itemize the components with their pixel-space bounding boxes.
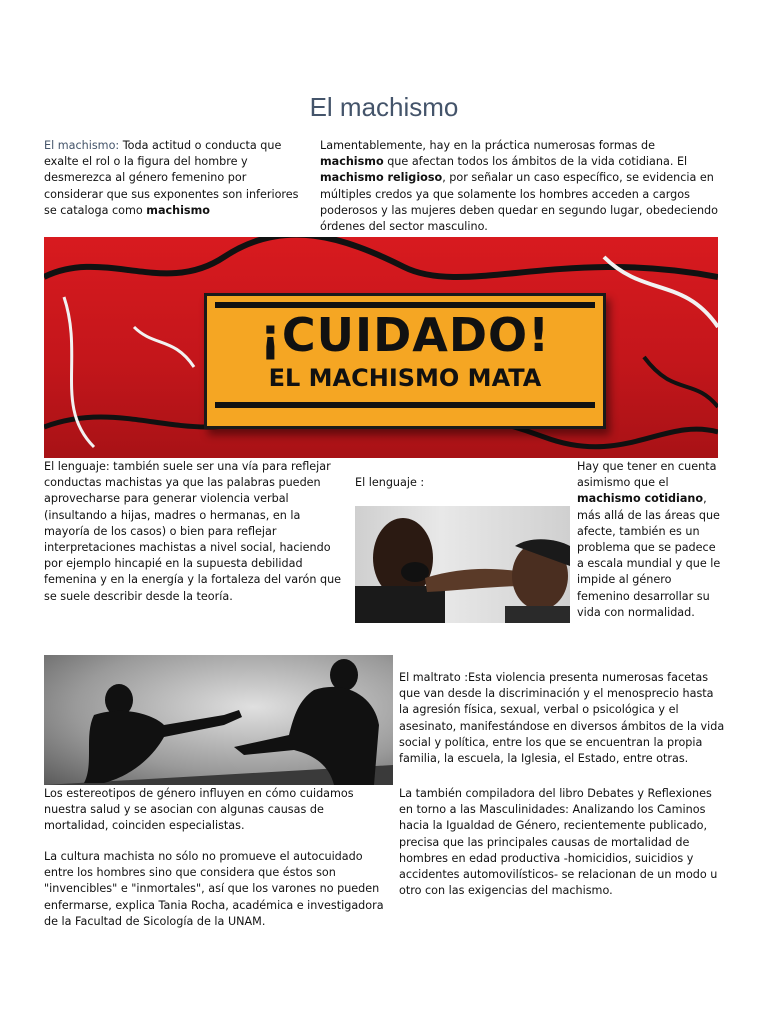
maltrato-text-2: , el — [557, 752, 578, 766]
top-right-paragraph — [320, 138, 720, 235]
top-right-text-3: , por señalar un caso específico, se evidencia en múltiples credos ya que solamente los hombres acceden a cargos poderosos y las mujeres deben quedar en segundo lugar, obedeciendo órdenes del sector masculino. — [320, 171, 719, 234]
banner-image — [44, 237, 718, 458]
intro-paragraph — [44, 138, 306, 219]
estereotipos-paragraph: Los estereotipos de género influyen en cómo cuidamos nuestra salud y se asocian con algunas causas de mortalidad, coinciden especialistas. — [44, 787, 354, 833]
maltrato-text-1: El maltrato :Esta violencia presenta numerosas facetas que van desde la discriminación y el menosprecio hasta la agresión física, sexual, verbal o psicológica y el asesinato, manifestándose en diversos ámbitos de la vida social y política, entre los que se encuentran la propia familia, la escuela, la — [399, 671, 725, 766]
compiladora-paragraph: La también compiladora del libro Debates y Reflexiones en torno a las Masculinidades: Analizando los Caminos hacia la Igualdad de Género, recientemente publicado, precisa que las principales causas de mortalidad de hombres en edad productiva -homicidios, suicidios y accidentes automovilísticos- se relacionan de un modo u otro con las exigencias del machismo. — [399, 787, 718, 898]
top-right-bold-1: machismo — [320, 155, 384, 169]
sign-line-1: ¡CUIDADO! — [259, 308, 551, 362]
intro-bold-term: machismo — [146, 203, 210, 217]
cotidiano-text-1: Hay que tener en cuenta asimismo que el — [577, 460, 717, 490]
maltrato-paragraph — [399, 670, 725, 767]
aggression-photo — [355, 506, 570, 623]
violence-silhouette-photo — [44, 655, 393, 785]
page-title: El machismo — [309, 92, 459, 122]
cotidiano-bold: machismo cotidiano — [577, 492, 704, 506]
silhouettes-icon — [44, 655, 393, 785]
maltrato-link-estado[interactable]: Estado — [577, 752, 616, 766]
top-right-text-1: Lamentablemente, hay en la práctica numerosas formas de — [320, 139, 656, 152]
aggression-figures-icon — [355, 506, 570, 623]
maltrato-text-3: , entre otras. — [615, 752, 689, 766]
cotidiano-text-2: , más allá de las áreas que afecte, también es un problema que se padece a escala mundial y que le impide al género femenino desarrollar su vida con normalidad. — [577, 492, 721, 619]
top-right-bold-2: machismo religioso — [320, 171, 443, 185]
cotidiano-paragraph — [577, 459, 725, 621]
warning-sign — [204, 293, 606, 429]
intro-label: El machismo: — [44, 139, 120, 152]
cultura-paragraph: La cultura machista no sólo no promueve el autocuidado entre los hombres sino que considera que éstos son "invencibles" e "inmortales", así que los varones no pueden enfermarse, explica Tania Rocha, académica e investigadora de la Facultad de Sicología de la UNAM. — [44, 850, 384, 928]
lenguaje-caption: El lenguaje : — [355, 476, 425, 489]
intro-text: Toda actitud o conducta que exalte el rol o la figura del hombre y desmerezca al género femenino por considerar que sus exponentes son inferiores se cataloga como — [44, 139, 299, 217]
lenguaje-paragraph: El lenguaje: también suele ser una vía para reflejar conductas machistas ya que las palabras pueden aprovecharse para generar violencia verbal (insultando a hijas, madres o hermanas, en la mayoría de los casos) o bien para reflejar interpretaciones machistas a nivel social, haciendo por ejemplo hincapié en la supuesta debilidad femenina y en la energía y la fortaleza del varón que se suele describir desde la teoría. — [44, 460, 342, 603]
sign-line-2: EL MACHISMO MATA — [268, 364, 542, 392]
maltrato-link-iglesia[interactable]: Iglesia — [520, 752, 558, 766]
top-right-text-2: que afectan todos los ámbitos de la vida cotidiana. El — [383, 155, 688, 169]
